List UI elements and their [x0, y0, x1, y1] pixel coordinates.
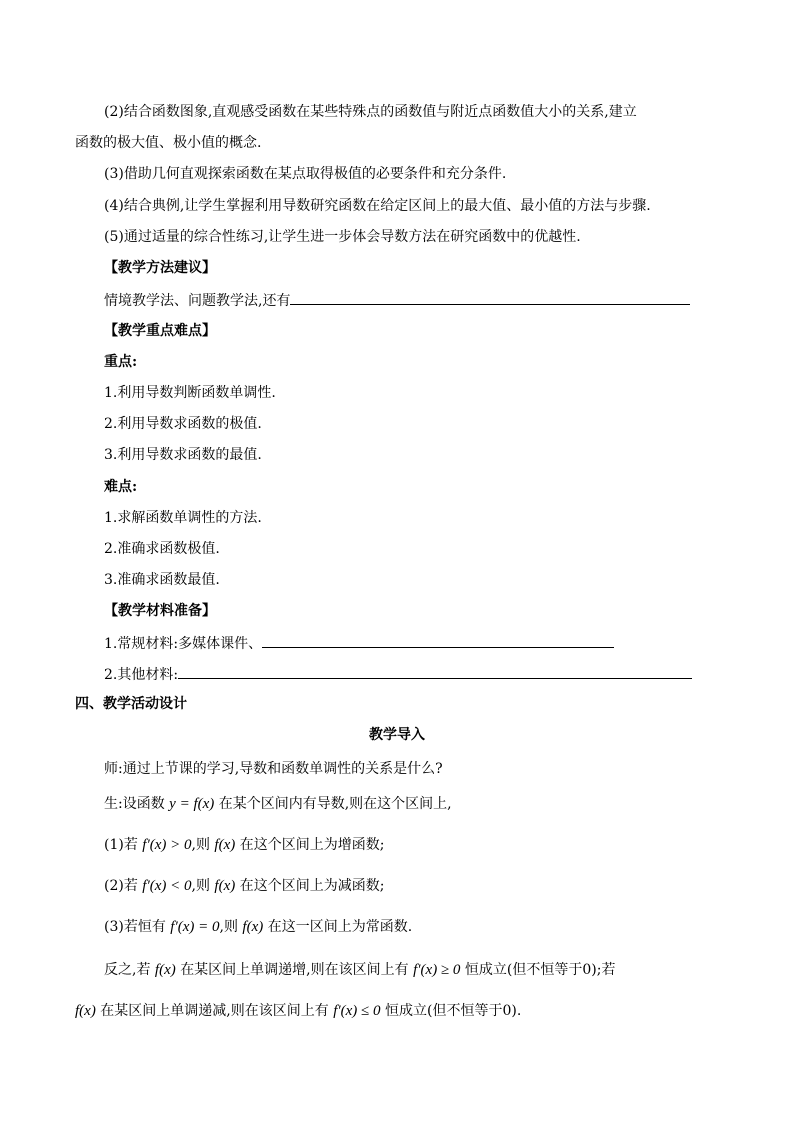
converse-formula-1: f′(x) ≥ 0 [413, 962, 461, 978]
student-formula: y = f(x) [169, 796, 215, 812]
case-3-b: ,则 [219, 919, 238, 935]
case-2-a: (2)若 [104, 878, 138, 894]
student-answer [104, 794, 452, 814]
materials-blank-1[interactable] [262, 633, 614, 648]
case-3 [104, 917, 412, 937]
difficulty-item-2: 2.准确求函数极值. [104, 541, 220, 557]
converse-line-2 [75, 1001, 521, 1021]
case-3-formula: f′(x) = 0 [170, 919, 220, 935]
converse-d: 在某区间上单调递减,则在该区间上有 [100, 1003, 329, 1019]
case-1-formula: f′(x) > 0 [142, 837, 192, 853]
case-1-fx: f(x) [214, 837, 236, 853]
converse-e: 恒成立(但不恒等于0). [384, 1003, 522, 1019]
case-2-c: 在这个区间上为减函数; [239, 878, 385, 894]
materials-line-2 [104, 664, 692, 685]
teacher-question: 师:通过上节课的学习,导数和函数单调性的关系是什么? [104, 761, 443, 777]
converse-fx-2: f(x) [75, 1003, 96, 1019]
key-points-heading: 【教学重点难点】 [104, 323, 216, 339]
difficulty-item-1: 1.求解函数单调性的方法. [104, 510, 262, 526]
case-3-a: (3)若恒有 [104, 919, 166, 935]
case-1 [104, 835, 384, 855]
student-text-b: 在某个区间内有导数,则在这个区间上, [218, 796, 452, 812]
converse-c: 恒成立(但不恒等于0);若 [464, 962, 616, 978]
materials-heading: 【教学材料准备】 [104, 603, 216, 619]
materials-item-2: 2.其他材料: [104, 667, 179, 683]
case-2-fx: f(x) [214, 878, 236, 894]
case-2-formula: f′(x) < 0 [142, 878, 192, 894]
student-text-a: 生:设函数 [104, 796, 165, 812]
objective-2-line1: (2)结合函数图象,直观感受函数在某些特殊点的函数值与附近点函数值大小的关系,建立 [104, 104, 637, 120]
difficulty-item-3: 3.准确求函数最值. [104, 572, 220, 588]
case-1-a: (1)若 [104, 837, 138, 853]
subtitle: 教学导入 [369, 727, 425, 743]
focus-item-2: 2.利用导数求函数的极值. [104, 416, 262, 432]
objective-2-line2: 函数的极大值、极小值的概念. [75, 135, 262, 151]
case-3-fx: f(x) [242, 919, 264, 935]
section-title: 四、教学活动设计 [75, 696, 187, 712]
objective-5: (5)通过适量的综合性练习,让学生进一步体会导数方法在研究函数中的优越性. [104, 229, 581, 245]
method-blank[interactable] [290, 290, 690, 305]
difficulty-label: 难点: [104, 479, 138, 495]
case-2 [104, 876, 384, 896]
focus-item-1: 1.利用导数判断函数单调性. [104, 385, 276, 401]
focus-item-3: 3.利用导数求函数的最值. [104, 447, 262, 463]
case-2-b: ,则 [191, 878, 210, 894]
converse-fx-1: f(x) [154, 962, 176, 978]
converse-formula-2: f′(x) ≤ 0 [333, 1003, 381, 1019]
materials-item-1: 1.常规材料:多媒体课件、 [104, 636, 263, 652]
converse-a: 反之,若 [104, 962, 151, 978]
method-text: 情境教学法、问题教学法,还有 [104, 293, 291, 309]
case-1-c: 在这个区间上为增函数; [239, 837, 385, 853]
method-heading: 【教学方法建议】 [104, 260, 216, 276]
objective-3: (3)借助几何直观探索函数在某点取得极值的必要条件和充分条件. [104, 166, 507, 182]
materials-blank-2[interactable] [178, 664, 692, 679]
objective-4: (4)结合典例,让学生掌握利用导数研究函数在给定区间上的最大值、最小值的方法与步骤. [104, 198, 651, 214]
converse-line-1 [104, 960, 615, 980]
converse-b: 在某区间上单调递增,则在该区间上有 [180, 962, 409, 978]
method-line [104, 290, 690, 311]
focus-label: 重点: [104, 354, 138, 370]
case-1-b: ,则 [191, 837, 210, 853]
case-3-c: 在这一区间上为常函数. [267, 919, 413, 935]
materials-line-1 [104, 633, 614, 654]
